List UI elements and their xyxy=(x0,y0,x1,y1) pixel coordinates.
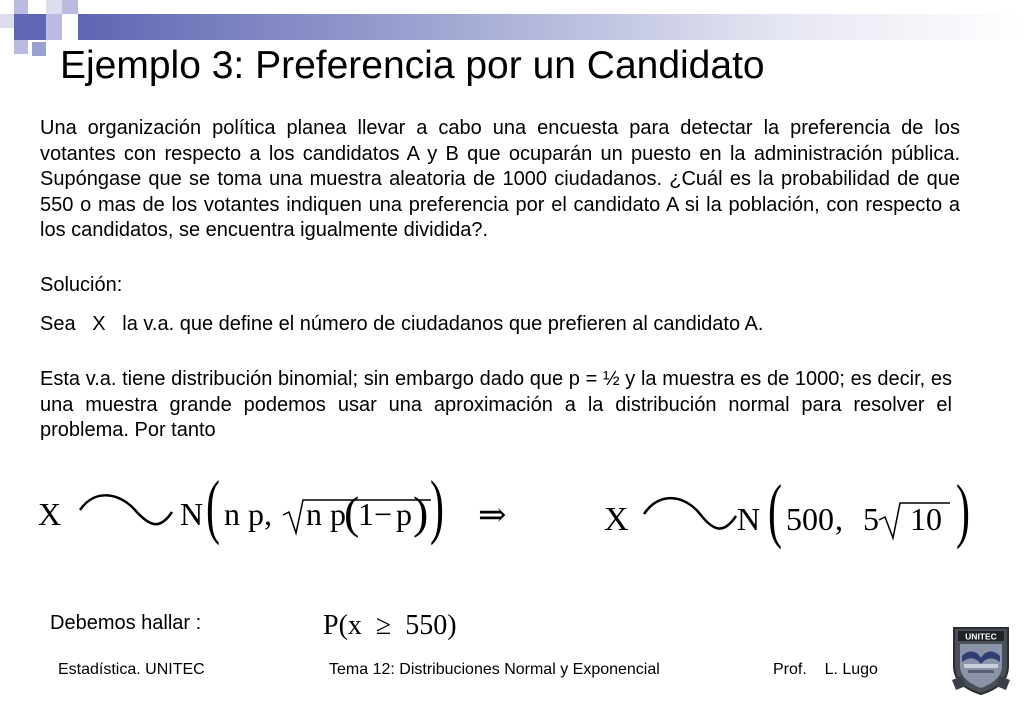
formula-right-close-paren: ) xyxy=(956,469,970,550)
formula-left-open-paren: ( xyxy=(206,465,220,546)
formula-left-variable: X xyxy=(38,496,62,532)
formula-right-distribution: N xyxy=(737,501,761,537)
formula-right-comma: , xyxy=(835,501,843,537)
decor-square xyxy=(46,14,62,40)
slide-title: Ejemplo 3: Preferencia por un Candidato xyxy=(60,44,765,87)
unitec-logo xyxy=(950,622,1012,696)
formula-right-mean: 500 xyxy=(786,501,834,537)
footer-course: Estadística. UNITEC xyxy=(58,661,205,678)
problem-statement: Una organización política planea llevar a cabo una encuesta para detectar la preferencia de los votantes con respecto a los candidatos A y B que ocuparán un puesto en la administración pública. Supóngase que se toma una muestra aleatoria de 1000 ciudadanos. ¿Cuál es la probabilidad de que 550 o mas de los votantes indiquen una preferencia por el candidato A si la población, con respecto a los candidatos, se encuentra igualmente dividida?. xyxy=(40,117,960,241)
formula-right-variable: X xyxy=(604,501,629,538)
normal-approximation-formula xyxy=(0,460,1024,570)
formula-right-coefficient: 5 xyxy=(863,501,879,537)
logo-text: UNITEC xyxy=(965,631,997,642)
decor-square xyxy=(32,42,46,56)
decor-square xyxy=(14,0,28,14)
formula-left-minus: − xyxy=(374,496,393,532)
formula-left-mean: n p, xyxy=(224,496,272,532)
approximation-explanation: Esta v.a. tiene distribución binomial; sin embargo dado que p = ½ y la muestra es de 1000; es decir, es una muestra grande podemos usar una aproximación a la distribución normal para resolver el problema. Por tanto xyxy=(40,368,952,441)
decor-square xyxy=(0,14,14,28)
variable-definition: Sea X la v.a. que define el número de ciudadanos que prefieren al candidato A. xyxy=(40,313,764,335)
title-gradient-bar xyxy=(78,14,1024,40)
decor-square xyxy=(46,0,62,14)
tilde-icon xyxy=(644,498,736,528)
decor-square xyxy=(14,14,46,40)
formula-left-distribution: N xyxy=(180,496,204,532)
formula-left-inner-close-paren: ) xyxy=(413,487,429,538)
formula-left-p: p xyxy=(396,496,412,532)
formula-left-close-paren: ) xyxy=(430,465,444,546)
footer-topic: Tema 12: Distribuciones Normal y Exponencial xyxy=(329,661,660,678)
tilde-icon xyxy=(80,495,172,524)
formula-right-open-paren: ( xyxy=(768,469,782,550)
find-expression: P(x ≥ 550) xyxy=(323,610,457,641)
implies-icon: ⇒ xyxy=(478,497,507,534)
formula-left-inner-open-paren: ( xyxy=(344,487,360,538)
footer-professor: Prof. L. Lugo xyxy=(773,661,878,678)
formula-right-radicand: 10 xyxy=(910,501,942,537)
find-label: Debemos hallar : xyxy=(50,612,202,634)
decor-square xyxy=(14,40,28,54)
formula-left-stddev: n p xyxy=(306,496,346,532)
decor-square xyxy=(62,0,78,14)
solution-label: Solución: xyxy=(40,274,123,296)
formula-left-factor: 1 xyxy=(358,496,374,532)
